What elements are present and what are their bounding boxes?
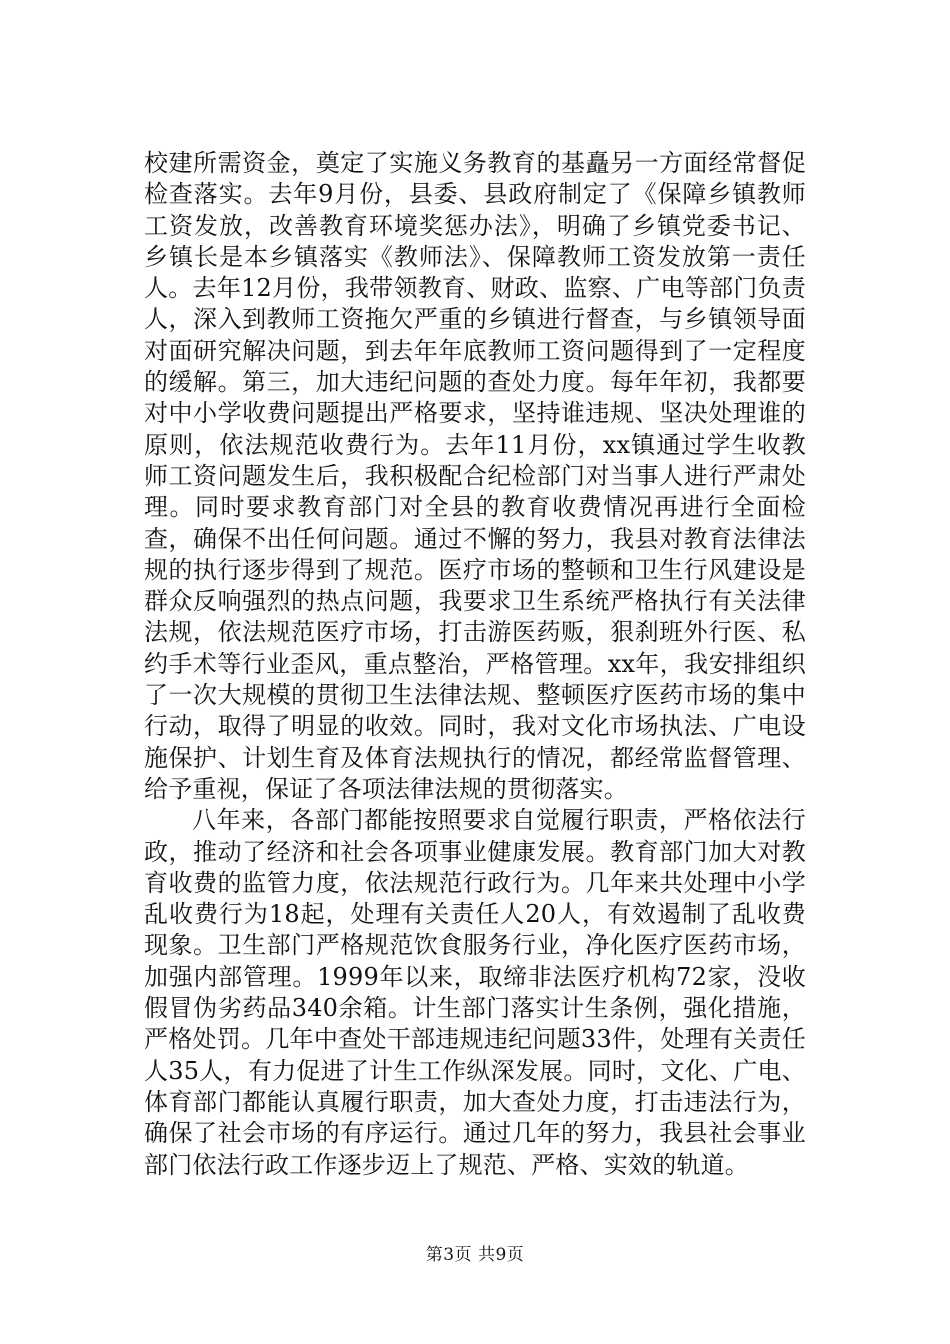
- paragraph-continuation: 校建所需资金，奠定了实施义务教育的基矗另一方面经常督促检查落实。去年9月份，县委、县政府制定了《保障乡镇教师工资发放，改善教育环境奖惩办法》，明确了乡镇党委书记、乡镇长是本乡镇落实《教师法》、保障教师工资发放第一责任人。去年12月份，我带领教育、财政、监察、广电等部门负责人，深入到教师工资拖欠严重的乡镇进行督查，与乡镇领导面对面研究解决问题，到去年年底教师工资问题得到了一定程度的缓解。第三，加大违纪问题的查处力度。每年年初，我都要对中小学收费问题提出严格要求，坚持谁违规、坚决处理谁的原则，依法规范收费行为。去年11月份，xx镇通过学生收教师工资问题发生后，我积极配合纪检部门对当事人进行严肃处理。同时要求教育部门对全县的教育收费情况再进行全面检查，确保不出任何问题。通过不懈的努力，我县对教育法律法规的执行逐步得到了规范。医疗市场的整顿和卫生行风建设是群众反响强烈的热点问题，我要求卫生系统严格执行有关法律法规，依法规范医疗市场，打击游医药贩，狠刹班外行医、私约手术等行业歪风，重点整治，严格管理。xx年，我安排组织了一次大规模的贯彻卫生法律法规、整顿医疗医药市场的集中行动，取得了明显的收效。同时，我对文化市场执法、广电设施保护、计划生育及体育法规执行的情况，都经常监督管理、给予重视，保证了各项法律法规的贯彻落实。: [144, 149, 806, 803]
- paragraph-eight-years: 八年来，各部门都能按照要求自觉履行职责，严格依法行政，推动了经济和社会各项事业健康发展。教育部门加大对教育收费的监管力度，依法规范行政行为。几年来共处理中小学乱收费行为18起，处理有关责任人20人，有效遏制了乱收费现象。卫生部门严格规范饮食服务行业，净化医疗医药市场，加强内部管理。1999年以来，取缔非法医疗机构72家，没收假冒伪劣药品340余箱。计生部门落实计生条例，强化措施，严格处罚。几年中查处干部违规违纪问题33件，处理有关责任人35人，有力促进了计生工作纵深发展。同时，文化、广电、体育部门都能认真履行职责，加大查处力度，打击违法行为，确保了社会市场的有序运行。通过几年的努力，我县社会事业部门依法行政工作逐步迈上了规范、严格、实效的轨道。: [144, 806, 806, 1179]
- document-body: [144, 148, 806, 1181]
- page-number-footer: 第3页 共9页: [425, 1245, 525, 1265]
